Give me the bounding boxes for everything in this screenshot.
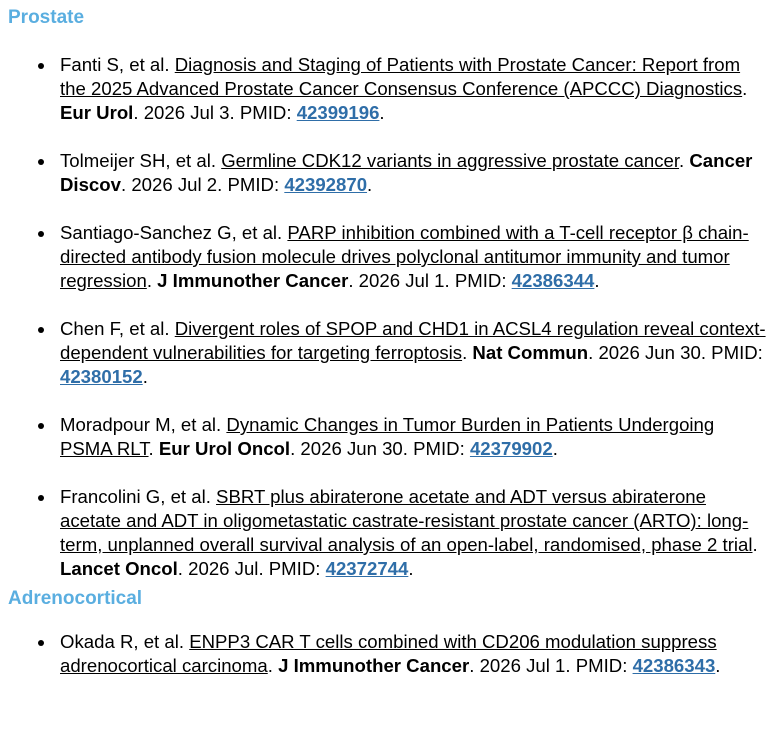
reference-item: Francolini G, et al. SBRT plus abiraterone acetate and ADT versus abiraterone acetate and ADT in oligometastatic castrate-resistant prostate cancer (ARTO): long-term, unplanned overall survival analysis of an open-label, randomised, phase 2 trial. Lancet Oncol. 2026 Jul. PMID: 42372744. bbox=[60, 485, 774, 581]
reference-item: Santiago-Sanchez G, et al. PARP inhibition combined with a T-cell receptor β chain-directed antibody fusion molecule drives polyclonal antitumor immunity and tumor regression. J Immunother Cancer. 2026 Jul 1. PMID: 42386344. bbox=[60, 221, 774, 293]
reference-list-prostate bbox=[8, 53, 774, 581]
publication-date: 2026 Jul 1. bbox=[479, 655, 571, 676]
pmid-label: PMID: bbox=[413, 438, 465, 459]
reference-authors: Chen F, et al. bbox=[60, 318, 170, 339]
pmid-link[interactable]: 42379902 bbox=[469, 438, 553, 459]
reference-authors: Francolini G, et al. bbox=[60, 486, 211, 507]
journal-name: Cancer Discov bbox=[60, 150, 753, 195]
pmid-link[interactable]: 42380152 bbox=[60, 366, 143, 387]
reference-item: Tolmeijer SH, et al. Germline CDK12 variants in aggressive prostate cancer. Cancer Discov. 2026 Jul 2. PMID: 42392870. bbox=[60, 149, 774, 197]
reference-item: Moradpour M, et al. Dynamic Changes in Tumor Burden in Patients Undergoing PSMA RLT. Eur Urol Oncol. 2026 Jun 30. PMID: 42379902. bbox=[60, 413, 774, 461]
reference-list-adrenocortical bbox=[8, 630, 774, 678]
pmid-label: PMID: bbox=[575, 655, 628, 676]
article-title-link[interactable]: PARP inhibition combined with a T-cell receptor β chain-directed antibody fusion molecule drives polyclonal antitumor immunity and tumor regression bbox=[60, 222, 749, 291]
publication-date: 2026 Jul 1. bbox=[358, 270, 450, 291]
article-title-link[interactable]: Germline CDK12 variants in aggressive prostate cancer bbox=[221, 150, 680, 171]
publication-date: 2026 Jul. bbox=[188, 558, 264, 579]
journal-name: Lancet Oncol bbox=[60, 558, 178, 579]
reference-item: Okada R, et al. ENPP3 CAR T cells combined with CD206 modulation suppress adrenocortical carcinoma. J Immunother Cancer. 2026 Jul 1. PMID: 42386343. bbox=[60, 630, 774, 678]
publication-date: 2026 Jul 3. bbox=[143, 102, 235, 123]
reference-item: Chen F, et al. Divergent roles of SPOP and CHD1 in ACSL4 regulation reveal context-dependent vulnerabilities for targeting ferroptosis. Nat Commun. 2026 Jun 30. PMID: 42380152. bbox=[60, 317, 774, 389]
pmid-link[interactable]: 42372744 bbox=[325, 558, 409, 579]
reference-authors: Santiago-Sanchez G, et al. bbox=[60, 222, 283, 243]
journal-name: J Immunother Cancer bbox=[278, 655, 470, 676]
pmid-link[interactable]: 42386344 bbox=[511, 270, 595, 291]
journal-name: Eur Urol bbox=[60, 102, 134, 123]
pmid-link[interactable]: 42392870 bbox=[284, 174, 368, 195]
journal-name: Nat Commun bbox=[472, 342, 589, 363]
publication-date: 2026 Jun 30. bbox=[598, 342, 706, 363]
journal-name: Eur Urol Oncol bbox=[158, 438, 291, 459]
article-title-link[interactable]: Divergent roles of SPOP and CHD1 in ACSL4 regulation reveal context-dependent vulnerabilities for targeting ferroptosis bbox=[60, 318, 766, 363]
pmid-link[interactable]: 42399196 bbox=[296, 102, 380, 123]
article-title-link[interactable]: ENPP3 CAR T cells combined with CD206 modulation suppress adrenocortical carcinoma bbox=[60, 631, 717, 676]
journal-name: J Immunother Cancer bbox=[157, 270, 349, 291]
article-title-link[interactable]: SBRT plus abiraterone acetate and ADT versus abiraterone acetate and ADT in oligometastatic castrate-resistant prostate cancer (ARTO): long-term, unplanned overall survival analysis of an open-label, randomised, phase 2 trial bbox=[60, 486, 753, 555]
pmid-label: PMID: bbox=[711, 342, 763, 363]
section-heading-prostate: Prostate bbox=[8, 7, 85, 28]
publication-date: 2026 Jun 30. bbox=[300, 438, 408, 459]
article-title-link[interactable]: Dynamic Changes in Tumor Burden in Patients Undergoing PSMA RLT bbox=[60, 414, 715, 459]
reference-item: Fanti S, et al. Diagnosis and Staging of Patients with Prostate Cancer: Report from the 2025 Advanced Prostate Cancer Consensus Conference (APCCC) Diagnostics. Eur Urol. 2026 Jul 3. PMID: 42399196. bbox=[60, 53, 774, 125]
pmid-label: PMID: bbox=[239, 102, 292, 123]
pmid-label: PMID: bbox=[268, 558, 321, 579]
pmid-link[interactable]: 42386343 bbox=[632, 655, 716, 676]
reference-authors: Moradpour M, et al. bbox=[60, 414, 222, 435]
reference-authors: Okada R, et al. bbox=[60, 631, 185, 652]
pmid-label: PMID: bbox=[227, 174, 280, 195]
pmid-label: PMID: bbox=[454, 270, 507, 291]
section-heading-adrenocortical: Adrenocortical bbox=[8, 588, 143, 609]
reference-authors: Fanti S, et al. bbox=[60, 54, 170, 75]
article-title-link[interactable]: Diagnosis and Staging of Patients with Prostate Cancer: Report from the 2025 Advanced Prostate Cancer Consensus Conference (APCCC) Diagnostics bbox=[60, 54, 743, 99]
reference-authors: Tolmeijer SH, et al. bbox=[60, 150, 217, 171]
publication-date: 2026 Jul 2. bbox=[131, 174, 223, 195]
